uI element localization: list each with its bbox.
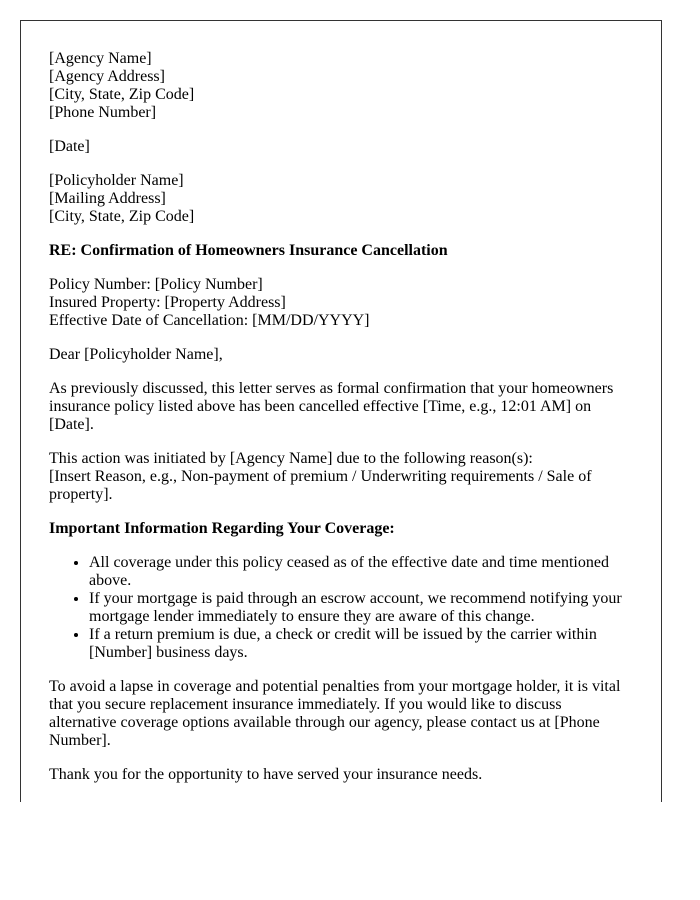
agency-phone: [Phone Number] (49, 104, 157, 121)
agency-name: [Agency Name] (49, 50, 152, 67)
agency-city: [City, State, Zip Code] (49, 86, 195, 103)
salutation: Dear [Policyholder Name], (49, 346, 223, 363)
effective-date: Effective Date of Cancellation: [MM/DD/YYYY] (49, 312, 370, 329)
policy-block (49, 276, 633, 330)
info-list (49, 554, 633, 662)
list-item: • All coverage under this policy ceased as of the effective date and time mentioned above. (89, 554, 633, 590)
paragraph-confirmation: As previously discussed, this letter serves as formal confirmation that your homeowners insurance policy listed above has been cancelled effective [Time, e.g., 12:01 AM] on [Date]. (49, 380, 614, 433)
recipient-address: [Mailing Address] (49, 190, 166, 207)
paragraph-replacement: To avoid a lapse in coverage and potential penalties from your mortgage holder, it is vital that you secure replacement insurance immediately. If you would like to discuss alternative coverage options available through our agency, please contact us at [Phone Number]. (49, 678, 621, 749)
list-item: • If your mortgage is paid through an escrow account, we recommend notifying your mortgage lender immediately to ensure they are aware of this change. (89, 590, 633, 626)
reason-intro: This action was initiated by [Agency Name] due to the following reason(s): (49, 450, 533, 467)
list-item: • If a return premium is due, a check or credit will be issued by the carrier within [Number] business days. (89, 626, 633, 662)
subject-line: RE: Confirmation of Homeowners Insurance Cancellation (49, 242, 448, 259)
recipient-block (49, 172, 633, 226)
paragraph-reason (49, 450, 633, 504)
letter-page (20, 20, 662, 802)
recipient-city: [City, State, Zip Code] (49, 208, 195, 225)
letter-date: [Date] (49, 138, 90, 155)
agency-address: [Agency Address] (49, 68, 165, 85)
closing-paragraph: Thank you for the opportunity to have served your insurance needs. (49, 766, 483, 783)
policy-number: Policy Number: [Policy Number] (49, 276, 263, 293)
recipient-name: [Policyholder Name] (49, 172, 184, 189)
sender-block (49, 50, 633, 122)
reason-text: [Insert Reason, e.g., Non-payment of premium / Underwriting requirements / Sale of property]. (49, 468, 592, 503)
info-heading: Important Information Regarding Your Coverage: (49, 520, 395, 537)
insured-property: Insured Property: [Property Address] (49, 294, 286, 311)
